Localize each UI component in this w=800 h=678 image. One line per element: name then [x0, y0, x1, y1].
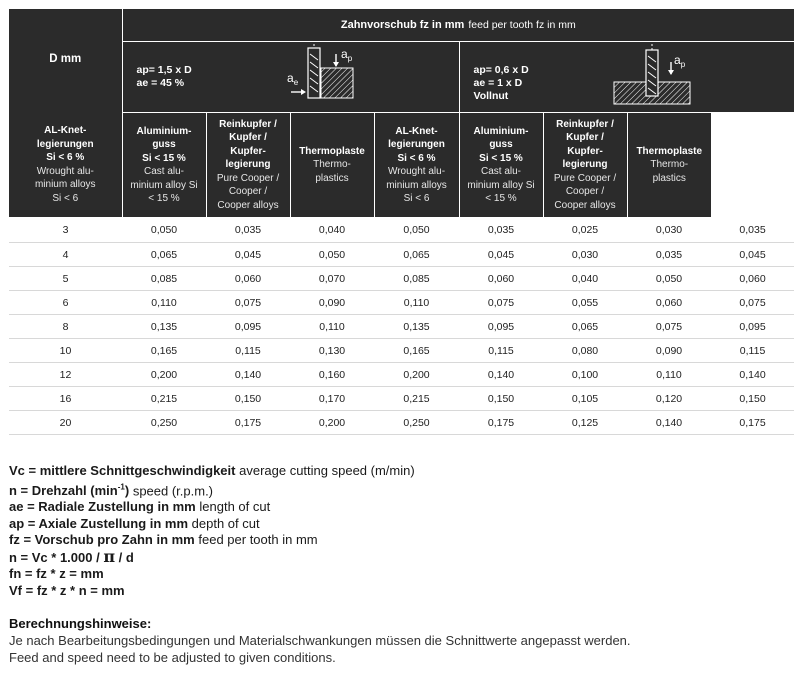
- table-row: [9, 267, 794, 291]
- diameter-cell: 3: [9, 217, 122, 243]
- material-name-en: Wrought alu- minium alloys Si < 6: [34, 165, 96, 204]
- feed-value-cell: 0,175: [206, 411, 290, 435]
- ap-label: $a_p$: [340, 47, 352, 63]
- feed-value-cell: 0,110: [122, 291, 206, 315]
- material-name-en: Wrought alu- minium alloys Si < 6: [386, 166, 447, 204]
- feed-value-cell: 0,215: [122, 387, 206, 411]
- material-name-de: Thermoplaste: [636, 145, 703, 157]
- feed-value-cell: 0,105: [543, 387, 627, 411]
- feed-value-cell: 0,030: [543, 243, 627, 267]
- feed-value-cell: 0,075: [206, 291, 290, 315]
- table-row: [9, 291, 794, 315]
- feed-value-cell: 0,215: [374, 387, 459, 411]
- feed-value-cell: 0,040: [543, 267, 627, 291]
- title-de: Zahnvorschub fz in mm: [340, 19, 465, 31]
- d-mm-header: D mm: [9, 9, 122, 113]
- feed-value-cell: 0,035: [627, 243, 711, 267]
- note-vc: Vc = mittlere Schnittgeschwindigkeit average cutting speed (m/min): [9, 463, 415, 478]
- feed-value-cell: 0,045: [459, 243, 543, 267]
- feed-value-cell: 0,060: [627, 291, 711, 315]
- material-header: [374, 113, 459, 218]
- hint-heading: Berechnungshinweise:: [9, 616, 152, 631]
- condition-group-1: [122, 42, 459, 113]
- feed-value-cell: 0,070: [290, 267, 374, 291]
- material-header: [206, 113, 290, 218]
- feed-value-cell: 0,075: [627, 315, 711, 339]
- material-header: [122, 113, 206, 218]
- diameter-cell: 8: [9, 315, 122, 339]
- feed-value-cell: 0,095: [711, 315, 794, 339]
- material-name-de: AL-Knet- legierungen Si < 6 %: [388, 125, 445, 164]
- table-body: [9, 217, 794, 435]
- diameter-cell: 16: [9, 387, 122, 411]
- material-header: [459, 113, 543, 218]
- ap-label-2: $a_p$: [673, 53, 685, 69]
- diameter-cell: 5: [9, 267, 122, 291]
- note-ae: ae = Radiale Zustellung in mm length of cut: [9, 499, 271, 515]
- feed-value-cell: 0,035: [711, 217, 794, 243]
- material-name-en: Thermo- plastics: [313, 159, 351, 184]
- feed-value-cell: 0,110: [627, 363, 711, 387]
- feed-value-cell: 0,100: [543, 363, 627, 387]
- material-name-de: Aluminium- guss Si < 15 %: [136, 125, 192, 164]
- feed-value-cell: 0,150: [711, 387, 794, 411]
- table-row: [9, 339, 794, 363]
- group2-vollnut: Vollnut: [473, 90, 509, 102]
- table-title: [122, 9, 794, 42]
- feed-value-cell: 0,200: [290, 411, 374, 435]
- feed-value-cell: 0,085: [374, 267, 459, 291]
- table-row: [9, 315, 794, 339]
- material-header: [627, 113, 711, 218]
- group2-ap: ap= 0,6 x D: [473, 64, 529, 76]
- material-header: [290, 113, 374, 218]
- feed-value-cell: 0,140: [711, 363, 794, 387]
- note-ap: ap = Axiale Zustellung in mm depth of cut: [9, 515, 260, 531]
- feed-value-cell: 0,175: [711, 411, 794, 435]
- diameter-cell: 20: [9, 411, 122, 435]
- feed-value-cell: 0,115: [459, 339, 543, 363]
- side-milling-diagram-icon: [281, 44, 381, 108]
- feed-value-cell: 0,075: [711, 291, 794, 315]
- feed-value-cell: 0,040: [290, 217, 374, 243]
- feed-value-cell: 0,115: [206, 339, 290, 363]
- table-row: [9, 363, 794, 387]
- material-header: [543, 113, 627, 218]
- feed-value-cell: 0,095: [206, 315, 290, 339]
- feed-value-cell: 0,050: [374, 217, 459, 243]
- feed-value-cell: 0,065: [374, 243, 459, 267]
- feed-value-cell: 0,140: [459, 363, 543, 387]
- feed-value-cell: 0,165: [374, 339, 459, 363]
- feed-value-cell: 0,045: [206, 243, 290, 267]
- feed-value-cell: 0,125: [543, 411, 627, 435]
- table-row: [9, 411, 794, 435]
- feed-value-cell: 0,050: [122, 217, 206, 243]
- note-fz: fz = Vorschub pro Zahn in mm feed per tooth in mm: [9, 532, 318, 548]
- feed-value-cell: 0,250: [122, 411, 206, 435]
- feed-value-cell: 0,170: [290, 387, 374, 411]
- material-name-en: Pure Cooper / Cooper / Cooper alloys: [553, 172, 617, 211]
- feed-value-cell: 0,035: [206, 217, 290, 243]
- feed-value-cell: 0,140: [627, 411, 711, 435]
- feed-value-cell: 0,085: [122, 267, 206, 291]
- feed-table: [9, 9, 794, 435]
- formula-vf: Vf = fz * z * n = mm: [9, 582, 125, 598]
- ae-label: $a_e$: [286, 71, 298, 87]
- formula-fn: fn = fz * z = mm: [9, 566, 104, 582]
- group1-ap: ap= 1,5 x D: [136, 64, 192, 76]
- feed-value-cell: 0,165: [122, 339, 206, 363]
- feed-value-cell: 0,035: [459, 217, 543, 243]
- hint-en: Feed and speed need to be adjusted to given conditions.: [9, 650, 336, 665]
- feed-value-cell: 0,030: [627, 217, 711, 243]
- feed-value-cell: 0,050: [627, 267, 711, 291]
- feed-value-cell: 0,120: [627, 387, 711, 411]
- feed-value-cell: 0,025: [543, 217, 627, 243]
- title-en: feed per tooth fz in mm: [468, 19, 576, 31]
- feed-value-cell: 0,200: [122, 363, 206, 387]
- feed-value-cell: 0,135: [122, 315, 206, 339]
- diameter-cell: 4: [9, 243, 122, 267]
- material-name-en: Pure Cooper / Cooper / Cooper alloys: [216, 172, 280, 211]
- formula-n: n = Vc * 1.000 / π / d: [9, 546, 134, 566]
- feed-value-cell: 0,050: [290, 243, 374, 267]
- feed-value-cell: 0,065: [122, 243, 206, 267]
- diameter-cell: 6: [9, 291, 122, 315]
- note-n: n = Drehzahl $(\min^{-1})$ speed (r.p.m.): [9, 482, 214, 498]
- feed-value-cell: 0,060: [711, 267, 794, 291]
- feed-value-cell: 0,060: [459, 267, 543, 291]
- feed-value-cell: 0,075: [459, 291, 543, 315]
- feed-value-cell: 0,090: [627, 339, 711, 363]
- material-name-de: Reinkupfer / Kupfer / Kupfer- legierung: [219, 118, 277, 171]
- feed-value-cell: 0,055: [543, 291, 627, 315]
- material-header: [9, 113, 122, 218]
- feed-value-cell: 0,140: [206, 363, 290, 387]
- material-name-de: Thermoplaste: [299, 145, 365, 157]
- group1-ae: ae = 45 %: [136, 77, 185, 89]
- calculation-hints: [9, 615, 789, 666]
- diameter-cell: 10: [9, 339, 122, 363]
- feed-value-cell: 0,080: [543, 339, 627, 363]
- feed-value-cell: 0,130: [290, 339, 374, 363]
- feed-value-cell: 0,045: [711, 243, 794, 267]
- feed-value-cell: 0,115: [711, 339, 794, 363]
- feed-value-cell: 0,175: [459, 411, 543, 435]
- material-name-de: Reinkupfer / Kupfer / Kupfer- legierung: [556, 118, 614, 171]
- feed-value-cell: 0,150: [206, 387, 290, 411]
- feed-value-cell: 0,150: [459, 387, 543, 411]
- material-name-en: Thermo- plastics: [650, 159, 689, 184]
- feed-value-cell: 0,060: [206, 267, 290, 291]
- hint-de: Je nach Bearbeitungsbedingungen und Materialschwankungen müssen die Schnittwerte angepasst werden.: [9, 633, 631, 648]
- group2-ae: ae = 1 x D: [473, 77, 523, 89]
- feed-value-cell: 0,250: [374, 411, 459, 435]
- feed-value-cell: 0,110: [374, 291, 459, 315]
- table-row: [9, 387, 794, 411]
- material-name-de: AL-Knet- legierungen Si < 6 %: [36, 125, 94, 164]
- feed-value-cell: 0,160: [290, 363, 374, 387]
- condition-group-2: [459, 42, 794, 113]
- table-row: [9, 243, 794, 267]
- legend-notes: [9, 463, 789, 599]
- table-row: [9, 217, 794, 243]
- feed-value-cell: 0,090: [290, 291, 374, 315]
- material-header-row: [9, 113, 794, 218]
- feed-value-cell: 0,200: [374, 363, 459, 387]
- material-name-de: Aluminium- guss Si < 15 %: [473, 125, 529, 164]
- feed-value-cell: 0,135: [374, 315, 459, 339]
- diameter-cell: 12: [9, 363, 122, 387]
- material-name-en: Cast alu- minium alloy Si < 15 %: [467, 166, 535, 204]
- feed-value-cell: 0,110: [290, 315, 374, 339]
- slot-milling-diagram-icon: [612, 44, 712, 108]
- feed-value-cell: 0,095: [459, 315, 543, 339]
- feed-value-cell: 0,065: [543, 315, 627, 339]
- material-name-en: Cast alu- minium alloy Si < 15 %: [130, 166, 198, 204]
